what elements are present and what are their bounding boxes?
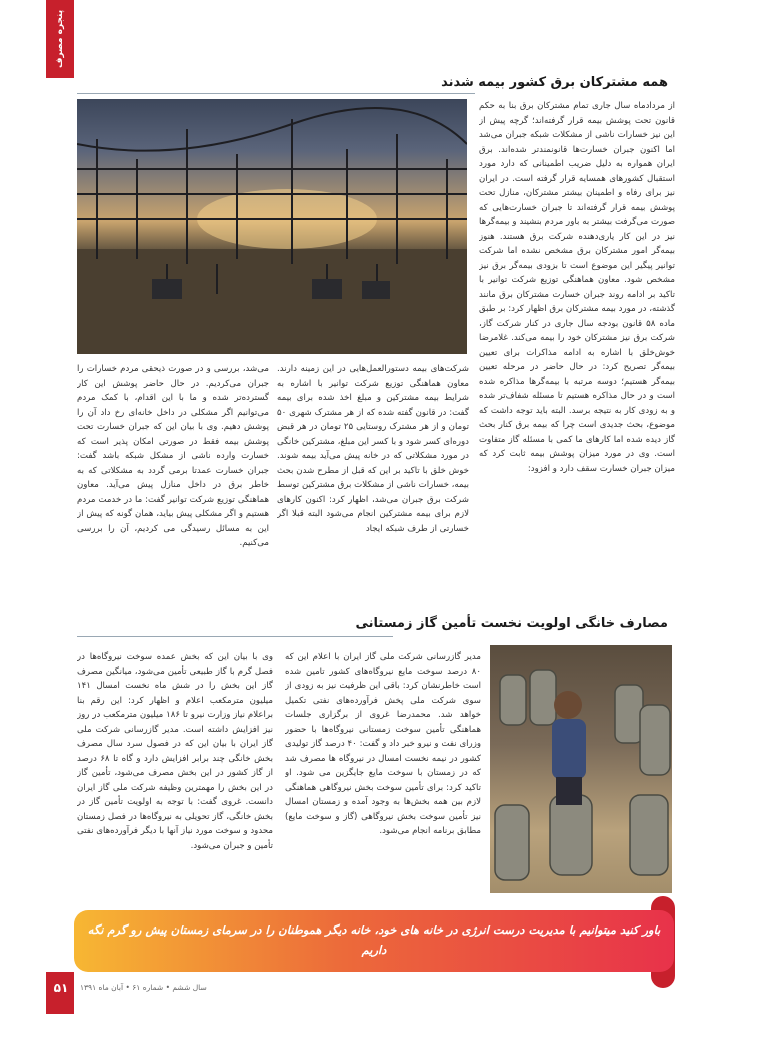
article2-right-text: مدیر گازرسانی شرکت ملی گاز ایران با اعلام این که ۸۰ درصد سوخت مایع نیروگاه‌های کشور تامین شده است خاطرنشان کرد: باقی این ظرفیت نیز به زودی از سوی شرکت ملی پخش فرآورده‌های نفتی تکمیل خواهد شد. محمدرضا غروی از برگزاری جلسات هماهنگی تأمین سوخت زمستانی نیروگاه‌ها با حضور وزرای نفت و نیرو خبر داد و گفت: ۴۰ درصد گاز تولیدی کشور در نیمه نخست امسال در نیروگاه ها مصرف شد که در زمستان با سوخت مایع جایگزین می شود. او تاکید کرد: برای تأمین سوخت بخش نیروگاهی هماهنگی لازم بین همه بخش‌ها به وجود آمده و زمستان امسال نیز تأمین سوخت بخش نیروگاهی (گاز و سوخت مایع) مطابق برنامه انجام می‌شود. <box>285 652 481 836</box>
article1-rule <box>77 93 475 94</box>
article1-title: همه مشترکان برق کشور بیمه شدند <box>441 74 668 90</box>
gas-cylinders-illustration <box>490 645 672 893</box>
article2-left-text: وی با بیان این که بخش عمده سوخت نیروگاه‌ها در فصل گرم با گاز طبیعی تأمین می‌شود، میانگین مصرف گاز این بخش را در شش ماه نخست امسال ۱۴۱ میلیون مترمکعب اعلام و اظهار کرد: این رقم بنا براعلام نیاز وزارت نیرو تا ۱۸۶ میلیون مترمکعب در روز نیز افزایش داشته است. مدیر گازرسانی شرکت ملی گاز ایران با بیان این که در فصول سرد سال مصرف بخش خانگی چند برابر افزایش دارد و گاه تا ۶۸ درصد از گاز کشور در این بخش مصرف می‌شود، تأمین گاز در این بخش را مهمترین وظیفه شرکت ملی گاز ایران دانست. غروی گفت: با توجه به اولویت تأمین گاز در بخش خانگی، گاز تحویلی به نیروگاه‌ها در فصل زمستان محدود و سوخت مورد نیاز آنها با دیگر فرآورده‌های نفتی تأمین و جبران می‌شود. <box>77 652 273 851</box>
banner-text: باور کنید میتوانیم با مدیریت درست انرژی در خانه های خود، خانه دیگر هموطنان را در سرمای زمستان پیش رو گرم نگه داریم <box>87 923 661 957</box>
section-tab <box>46 0 74 78</box>
gas-cylinders-photo <box>490 645 672 893</box>
article1-heading <box>441 74 674 90</box>
energy-saving-banner <box>74 910 674 972</box>
section-tab-label: پنجره مصرف <box>55 9 65 69</box>
article2-rule <box>77 636 393 637</box>
article2-heading <box>355 615 674 631</box>
article1-middle-text: شرکت‌های بیمه دستورالعمل‌هایی در این زمینه دارند. معاون هماهنگی توزیع شرکت توانیر با اشاره به شرایط بیمه مشترکین و مبلغ اخذ شده برای بیمه گفت: در قانون گفته شده که از هر مشترک شهری ۵۰ تومان و از هر مشترک روستایی ۲۵ تومان در هر قبض دوره‌ای کسر شود و با کسر این مبلغ، مشترکین خانگی در مورد مشکلاتی که در خانه پیش می‌آید بیمه شوند. خوش خلق با تاکید بر این که قبل از مطرح شدن بحث بیمه، خسارات ناشی از مشکلات برق مشترکین توسط شرکت برق جبران می‌شد، اظهار کرد: اکنون کارهای لازم برای بیمه مشترکین انجام می‌شود البته قبلا اگر خسارتی از طرف شبکه ایجاد <box>277 364 469 534</box>
article2-title: مصارف خانگی اولویت نخست تأمین گاز زمستانی <box>355 615 668 631</box>
page-number: ۵۱ <box>53 981 69 995</box>
article1-column-middle <box>277 362 469 590</box>
article1-left-text: می‌شد، بررسی و در صورت ذیحقی مردم خسارات را جبران می‌کردیم. در حال حاضر پوشش این کار گسترده‌تر شده و ما با این اقدام، با کمک مردم می‌توانیم اگر مشکلی در داخل خانه‌ای رخ داد آن را پوشش دهیم. وی با بیان این که جبران خسارت تحت پوشش بیمه فقط در صورتی امکان پذیر است که خسارت وارده ناشی از مشکل شبکه باشد گفت: جبران خسارت عمدتا برمی گردد به مشکلاتی که به خاطر برق در داخل منازل پیش می‌آید. معاون هماهنگی توزیع شرکت توانیر گفت: ما در خدمت مردم هستیم و اگر مشکلی پیش بیاید، همان گونه که پیش از این به مسائل رسیدگی می کردیم، آن را بررسی می‌کنیم. <box>77 364 269 548</box>
article2-column-right <box>285 650 481 894</box>
substation-illustration <box>77 99 467 354</box>
article2-column-left <box>77 650 273 894</box>
article1-column-right <box>479 99 675 589</box>
power-substation-photo <box>77 99 467 354</box>
issue-footer: سال ششم • شماره ۶۱ • آبان ماه ۱۳۹۱ <box>80 983 207 992</box>
article1-right-text: از مردادماه سال جاری تمام مشترکان برق بنا به حکم قانون تحت پوشش بیمه قرار گرفته‌اند؛ گرچه پیش از این نیز خسارات ناشی از مشکلات شبکه جبران می‌شد اما اکنون جبران خسارت‌ها قانونمندتر شده‌اند. برق ایران همواره به دلیل ضریب اطمینانی که دارد مورد استقبال کشورهای همسایه قرار گرفته است. در ایران نیز برای رفاه و اطمینان بیشتر مشترکان، منازل تحت پوشش بیمه قرار گرفته‌اند تا جبران خسارت‌هایی که صورت می‌گرفت بیشتر به باور مردم بنشیند و بیمه‌گرها نیز در این کار یاری‌دهنده شرکت برق هستند. هنوز بیمه‌گر امور مشترکان برق مشخص نشده اما شرکت توانیر پیگیر این موضوع است تا بزودی بیمه‌گر برق نیز مشخص شود. معاون هماهنگی توزیع شرکت توانیر با تاکید بر ادامه روند جبران خسارت مشترکان برق مانند گذشته، در مورد بیمه مشترکان برق اظهار کرد: بر طبق ماده ۵۸ قانون بودجه سال جاری در کنار شرکت گاز، شرکت برق نیز مشترکان خود را بیمه می‌کند. غلامرضا خوش‌خلق با اشاره به ادامه مذاکرات برای تعیین بیمه‌گر تصریح کرد: در حال حاضر در مرحله تعیین بیمه‌گر هستیم؛ دوسه مرتبه با بیمه‌گرها مذاکره شده است و در حال مذاکره هستیم تا مسئله شفاف‌تر شده و به زودی کار به نتیجه برسد. البته باید توجه داشت که موضوع، بحث جدیدی است چرا که بیمه برق کنار بحث گاز دیده شده اما کارهای ما کمی با مسئله گاز متفاوت است. وی در مورد میزان پوشش بیمه ثابت کرد که میزان جبران خسارت سقف دارد و افزود: <box>479 101 675 474</box>
article1-column-left <box>77 362 269 590</box>
